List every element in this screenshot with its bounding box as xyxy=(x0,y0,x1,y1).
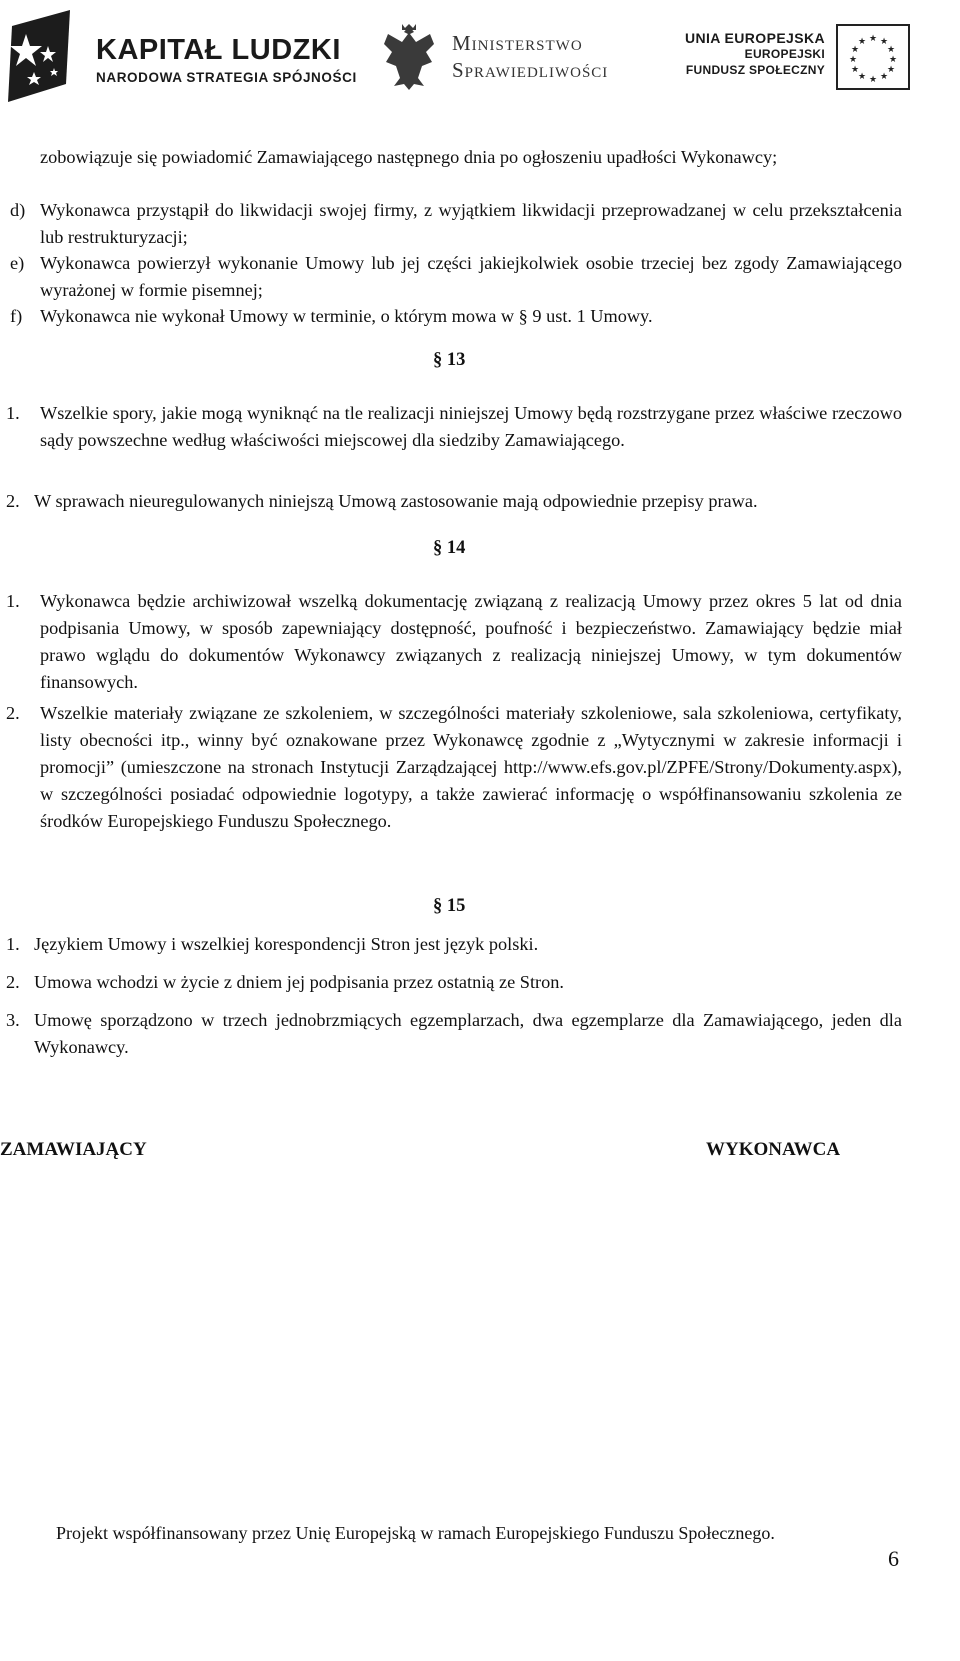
svg-text:★: ★ xyxy=(857,37,867,47)
eu-name: UNIA EUROPEJSKA xyxy=(684,30,825,46)
svg-text:★: ★ xyxy=(879,72,889,82)
kapital-ludzki-logo-icon xyxy=(4,6,74,108)
footer-cofinancing-note: Projekt współfinansowany przez Unię Europejską w ramach Europejskiego Funduszu Społecznego. xyxy=(56,1523,775,1543)
list-marker-d: d) xyxy=(10,200,26,220)
esf-line1: EUROPEJSKI xyxy=(744,47,825,61)
svg-text:★: ★ xyxy=(868,34,878,44)
svg-text:★: ★ xyxy=(888,55,898,65)
eu-logo-text xyxy=(645,30,825,78)
s14-p1-number: 1. xyxy=(6,591,20,611)
s15-paragraph-1: Językiem Umowy i wszelkiej korespondencji Stron jest język polski. xyxy=(34,934,539,954)
s15-paragraph-2: Umowa wchodzi w życie z dniem jej podpisania przez ostatnią ze Stron. xyxy=(34,972,564,992)
s15-paragraph-3: Umowę sporządzono w trzech jednobrzmiących egzemplarzach, dwa egzemplarze dla Zamawiającego, jeden dla Wykonawcy. xyxy=(34,1010,902,1057)
svg-text:★: ★ xyxy=(879,37,889,47)
svg-text:★: ★ xyxy=(886,45,896,55)
section-14-heading: § 14 xyxy=(433,538,466,558)
s15-p1-number: 1. xyxy=(6,934,20,954)
item-c-continuation: zobowiązuje się powiadomić Zamawiającego następnego dnia po ogłoszeniu upadłości Wykonawcy; xyxy=(40,147,778,167)
list-item-f-text: Wykonawca nie wykonał Umowy w terminie, o którym mowa w § 9 ust. 1 Umowy. xyxy=(40,306,653,326)
s13-paragraph-1: Wszelkie spory, jakie mogą wyniknąć na tle realizacji niniejszej Umowy będą rozstrzygane przez właściwe rzeczowo sądy powszechne według właściwości miejscowej dla siedziby Zamawiającego. xyxy=(40,403,902,450)
list-item-e-text: Wykonawca powierzył wykonanie Umowy lub jej części jakiejkolwiek osobie trzeciej bez zgody Zamawiającego wyrażonej w formie pisemnej; xyxy=(40,253,902,300)
svg-text:★: ★ xyxy=(868,75,878,85)
list-marker-e: e) xyxy=(10,253,25,273)
polish-eagle-emblem-icon xyxy=(380,22,438,92)
list-item-d-text: Wykonawca przystąpił do likwidacji swojej firmy, z wyjątkiem likwidacji przeprowadzanej w celu przekształcenia lub restrukturyzacji; xyxy=(40,200,902,247)
eu-flag-icon xyxy=(836,24,910,90)
s13-paragraph-2: W sprawach nieuregulowanych niniejszą Umową zastosowanie mają odpowiednie przepisy prawa. xyxy=(34,491,758,511)
esf-line2: FUNDUSZ SPOŁECZNY xyxy=(685,63,825,77)
svg-text:★: ★ xyxy=(850,45,860,55)
s14-paragraph-2: Wszelkie materiały związane ze szkoleniem, w szczególności materiały szkoleniowe, sala szkoleniowa, certyfikaty, listy obecności itp., winny być oznakowane przez Wykonawcę zgodnie z „Wytycznymi w zakresie informacji i promocji” (umieszczone na stronach Instytucji Zarządzającej http://www.efs.gov.pl/ZPFE/Strony/Dokumenty.aspx), w szczególności posiadać odpowiednie logotypy, a także zawierać informację o współfinansowaniu szkolenia ze środków Europejskiego Funduszu Społecznego. xyxy=(40,703,902,831)
s13-p2-number: 2. xyxy=(6,491,20,511)
s14-p2-number: 2. xyxy=(6,703,20,723)
s13-p1-number: 1. xyxy=(6,403,20,423)
svg-text:★: ★ xyxy=(886,65,896,75)
section-13-heading: § 13 xyxy=(433,350,466,370)
s15-p3-number: 3. xyxy=(6,1010,20,1030)
signature-contractor: WYKONAWCA xyxy=(706,1139,841,1160)
svg-text:★: ★ xyxy=(848,55,858,65)
s14-paragraph-1: Wykonawca będzie archiwizował wszelką dokumentację związaną z realizacją Umowy przez okres 5 lat od dnia podpisania Umowy, w sposób zapewniający dostępność, poufność i bezpieczeństwo. Zamawiający będzie miał prawo wglądu do dokumentów Wykonawcy związanych z realizacją niniejszej Umowy, w tym dokumentów finansowych. xyxy=(40,591,902,692)
kapital-ludzki-subtitle: NARODOWA STRATEGIA SPÓJNOŚCI xyxy=(96,70,357,85)
list-marker-f: f) xyxy=(10,306,23,326)
page-number: 6 xyxy=(888,1546,899,1571)
ministry-name xyxy=(452,30,608,84)
s15-p2-number: 2. xyxy=(6,972,20,992)
ministry-name-line1: Ministerstwo xyxy=(452,31,583,55)
ministry-name-line2: Sprawiedliwości xyxy=(452,58,609,82)
section-15-heading: § 15 xyxy=(433,896,466,916)
kapital-ludzki-title: KAPITAŁ LUDZKI xyxy=(96,34,341,66)
svg-text:★: ★ xyxy=(850,65,860,75)
signature-contracting-authority: ZAMAWIAJĄCY xyxy=(0,1139,147,1160)
svg-text:★: ★ xyxy=(857,72,867,82)
